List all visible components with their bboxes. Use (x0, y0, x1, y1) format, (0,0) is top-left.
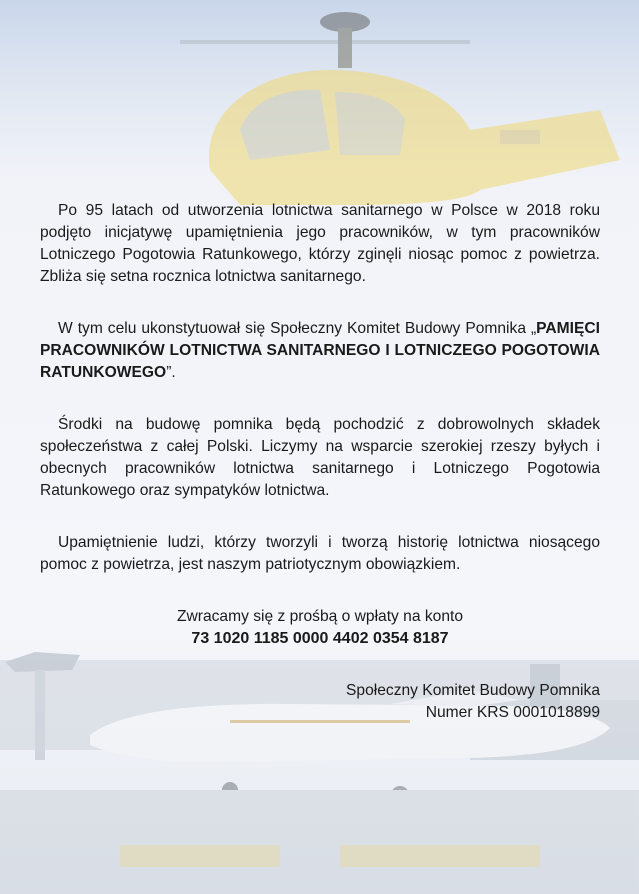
donation-section (40, 606, 600, 650)
donation-request: Zwracamy się z prośbą o wpłaty na konto (176, 608, 463, 625)
paragraph-committee (40, 318, 600, 384)
krs-number: Numer KRS 0001018899 (425, 704, 600, 721)
paragraph-intro: Po 95 latach od utworzenia lotnictwa sanitarnego w Polsce w 2018 roku podjęto inicjatywę upamiętnienia jego pracowników, w tym pracowników Lotniczego Pogotowia Ratunkowego, którzy zginęli niosąc pomoc z powietrza. Zbliża się setna rocznica lotnictwa sanitarnego. (40, 202, 600, 285)
letter-body (40, 200, 600, 724)
monument-name: PAMIĘCI PRACOWNIKÓW LOTNICTWA SANITARNEGO I LOTNICZEGO POGOTOWIA RATUNKOWEGO (40, 320, 600, 381)
committee-text-end: ”. (166, 364, 176, 381)
committee-text: W tym celu ukonstytuował się Społeczny Komitet Budowy Pomnika „ (58, 320, 537, 337)
paragraph-duty: Upamiętnienie ludzi, którzy tworzyli i tworzą historię lotnictwa niosącego pomoc z powietrza, jest naszym patriotycznym obowiązkiem. (40, 534, 600, 573)
committee-signature: Społeczny Komitet Budowy Pomnika (346, 682, 600, 699)
bank-account-number: 73 1020 1185 0000 4402 0354 8187 (191, 630, 449, 647)
signature-block (40, 680, 600, 724)
paragraph-funding: Środki na budowę pomnika będą pochodzić z dobrowolnych składek społeczeństwa z całej Polski. Liczymy na wsparcie szerokiej rzeszy byłych i obecnych pracowników lotnictwa sanitarnego i Lotniczego Pogotowia Ratunkowego oraz sympatyków lotnictwa. (40, 416, 600, 499)
